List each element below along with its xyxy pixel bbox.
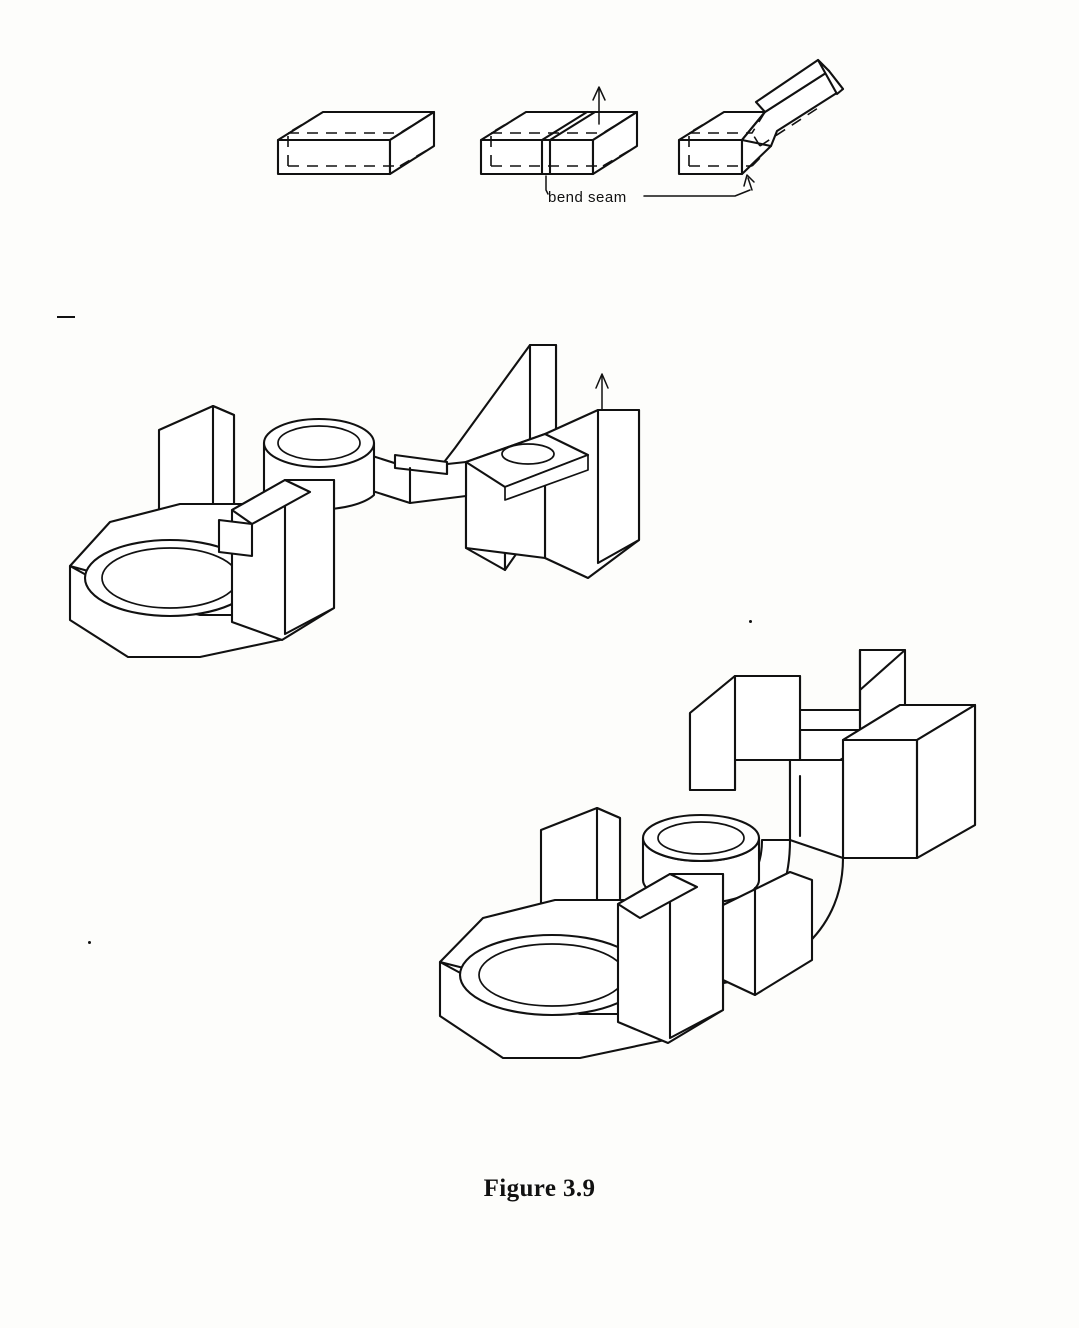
bend-seam-leader	[644, 190, 750, 196]
bend-seam-annotation: bend seam	[548, 189, 627, 206]
stray-mark-dash	[57, 316, 75, 318]
bend-step-1-block	[278, 112, 434, 174]
stray-mark-dot-right	[749, 620, 752, 623]
bottom-bracket-part	[440, 650, 975, 1058]
stray-mark-dot-left	[88, 941, 91, 944]
bend-step-2-block-with-seam	[481, 87, 637, 194]
bend-step-3-bent-block	[679, 60, 843, 190]
figure-caption: Figure 3.9	[483, 1175, 596, 1202]
middle-bracket-part	[70, 345, 639, 657]
